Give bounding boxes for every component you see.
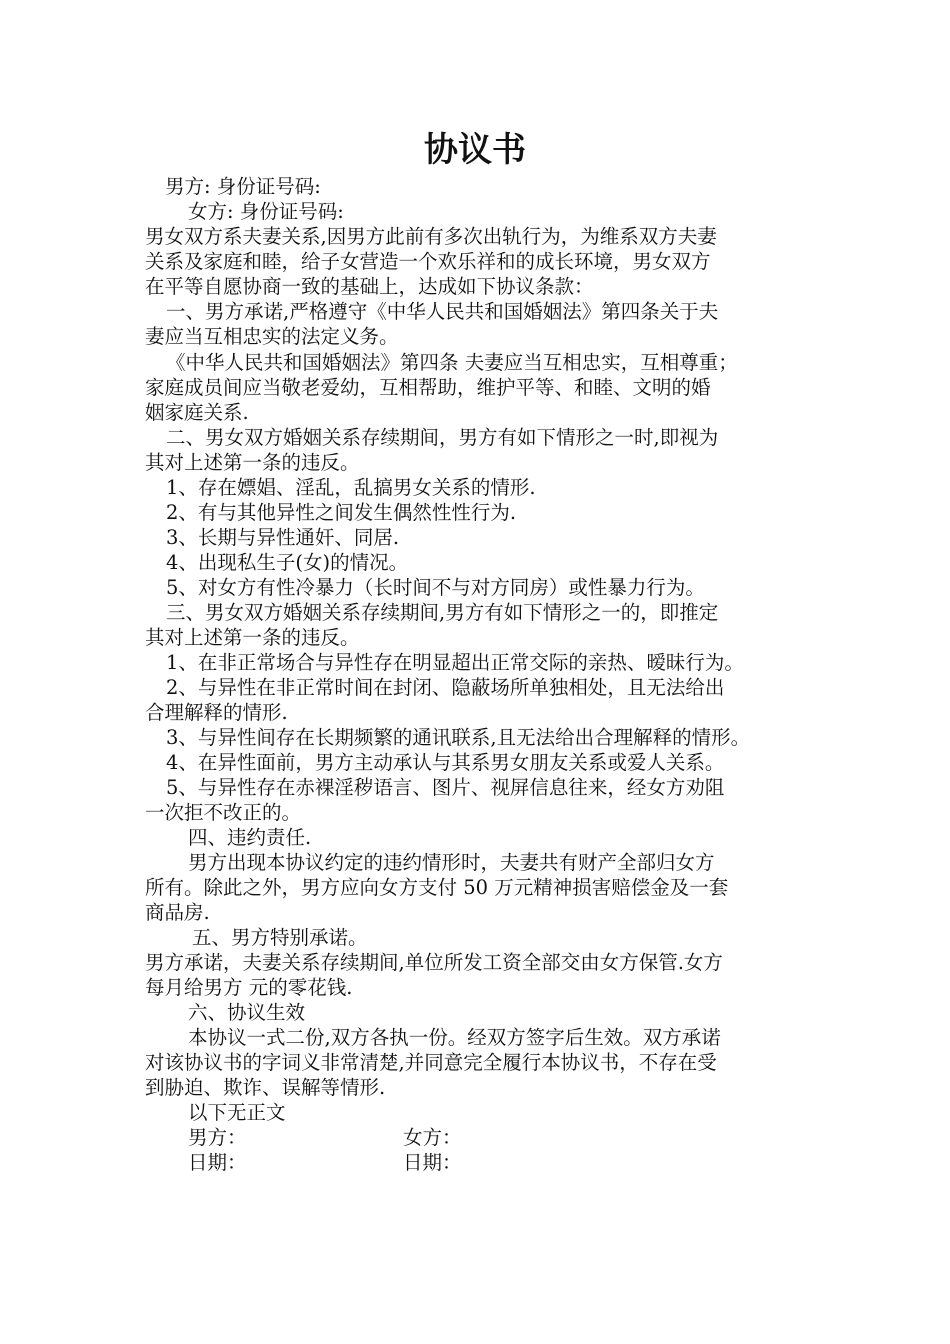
list-item: 1、存在嫖娼、淫乱，乱搞男女关系的情形. [166, 476, 536, 499]
paragraph-line: 男方承诺，夫妻关系存续期间,单位所发工资全部交由女方保管.女方 [145, 951, 723, 974]
paragraph-line: 一次拒不改正的。 [145, 801, 302, 824]
clause-4-heading: 四、违约责任. [188, 826, 312, 849]
quoted-law-line: 《中华人民共和国婚姻法》第四条 夫妻应当互相忠实，互相尊重； [166, 351, 738, 374]
paragraph-line: 关系及家庭和睦，给子女营造一个欢乐祥和的成长环境，男女双方 [145, 250, 711, 273]
paragraph-line: 妻应当互相忠实的法定义务。 [145, 325, 399, 348]
list-item: 3、与异性间存在长期频繁的通讯联系,且无法给出合理解释的情形。 [166, 726, 751, 749]
end-of-text-note: 以下无正文 [188, 1101, 286, 1124]
list-item: 4、在异性面前，男方主动承认与其系男女朋友关系或爱人关系。 [166, 751, 725, 774]
paragraph-line: 男女双方系夫妻关系,因男方此前有多次出轨行为，为维系双方夫妻 [145, 225, 717, 248]
paragraph-line: 其对上述第一条的违反。 [145, 626, 360, 649]
paragraph-line: 到胁迫、欺诈、误解等情形. [145, 1076, 386, 1099]
paragraph-line: 对该协议书的字词义非常清楚,并同意完全履行本协议书，不存在受 [145, 1051, 717, 1074]
husband-date-label: 日期： [188, 1151, 247, 1174]
list-item: 2、与异性在非正常时间在封闭、隐蔽场所单独相处，且无法给出 [166, 676, 725, 699]
paragraph-line: 男方出现本协议约定的违约情形时，夫妻共有财产全部归女方 [188, 851, 715, 874]
paragraph-line: 姻家庭关系. [145, 401, 249, 424]
list-item: 3、长期与异性通奸、同居. [166, 526, 400, 549]
list-item: 5、与异性存在赤裸淫秽语言、图片、视屏信息往来，经女方劝阻 [166, 776, 725, 799]
paragraph-line: 在平等自愿协商一致的基础上，达成如下协议条款： [145, 275, 594, 298]
clause-3-heading: 三、男女双方婚姻关系存续期间,男方有如下情形之一的，即推定 [166, 601, 719, 624]
clause-2-heading: 二、男女双方婚姻关系存续期间，男方有如下情形之一时,即视为 [166, 426, 719, 449]
list-item: 5、对女方有性冷暴力（长时间不与对方同房）或性暴力行为。 [166, 576, 705, 599]
clause-1-heading: 一、男方承诺,严格遵守《中华人民共和国婚姻法》第四条关于夫 [166, 300, 719, 323]
document-title: 协议书 [424, 130, 526, 170]
list-item: 1、在非正常场合与异性存在明显超出正常交际的亲热、暧昧行为。 [166, 651, 744, 674]
paragraph-line: 所有。除此之外，男方应向女方支付 50 万元精神损害赔偿金及一套 [145, 876, 729, 899]
paragraph-line: 家庭成员间应当敬老爱幼，互相帮助，维护平等、和睦、文明的婚 [145, 376, 711, 399]
clause-5-heading: 五、男方特别承诺。 [192, 926, 368, 949]
wife-signature-label: 女方： [403, 1126, 462, 1149]
husband-id-line: 男方: 身份证号码: [165, 175, 321, 198]
husband-signature-label: 男方： [188, 1126, 247, 1149]
wife-date-label: 日期： [403, 1151, 462, 1174]
clause-6-heading: 六、协议生效 [188, 1001, 306, 1024]
paragraph-line: 商品房. [145, 901, 210, 924]
wife-id-line: 女方: 身份证号码: [188, 200, 344, 223]
list-item: 2、有与其他异性之间发生偶然性性行为. [166, 501, 517, 524]
paragraph-line: 合理解释的情形. [145, 701, 288, 724]
list-item: 4、出现私生子(女)的情况。 [166, 551, 409, 574]
paragraph-line: 本协议一式二份,双方各执一份。经双方签字后生效。双方承诺 [188, 1026, 721, 1049]
paragraph-line: 其对上述第一条的违反。 [145, 451, 360, 474]
paragraph-line: 每月给男方 元的零花钱. [145, 976, 353, 999]
